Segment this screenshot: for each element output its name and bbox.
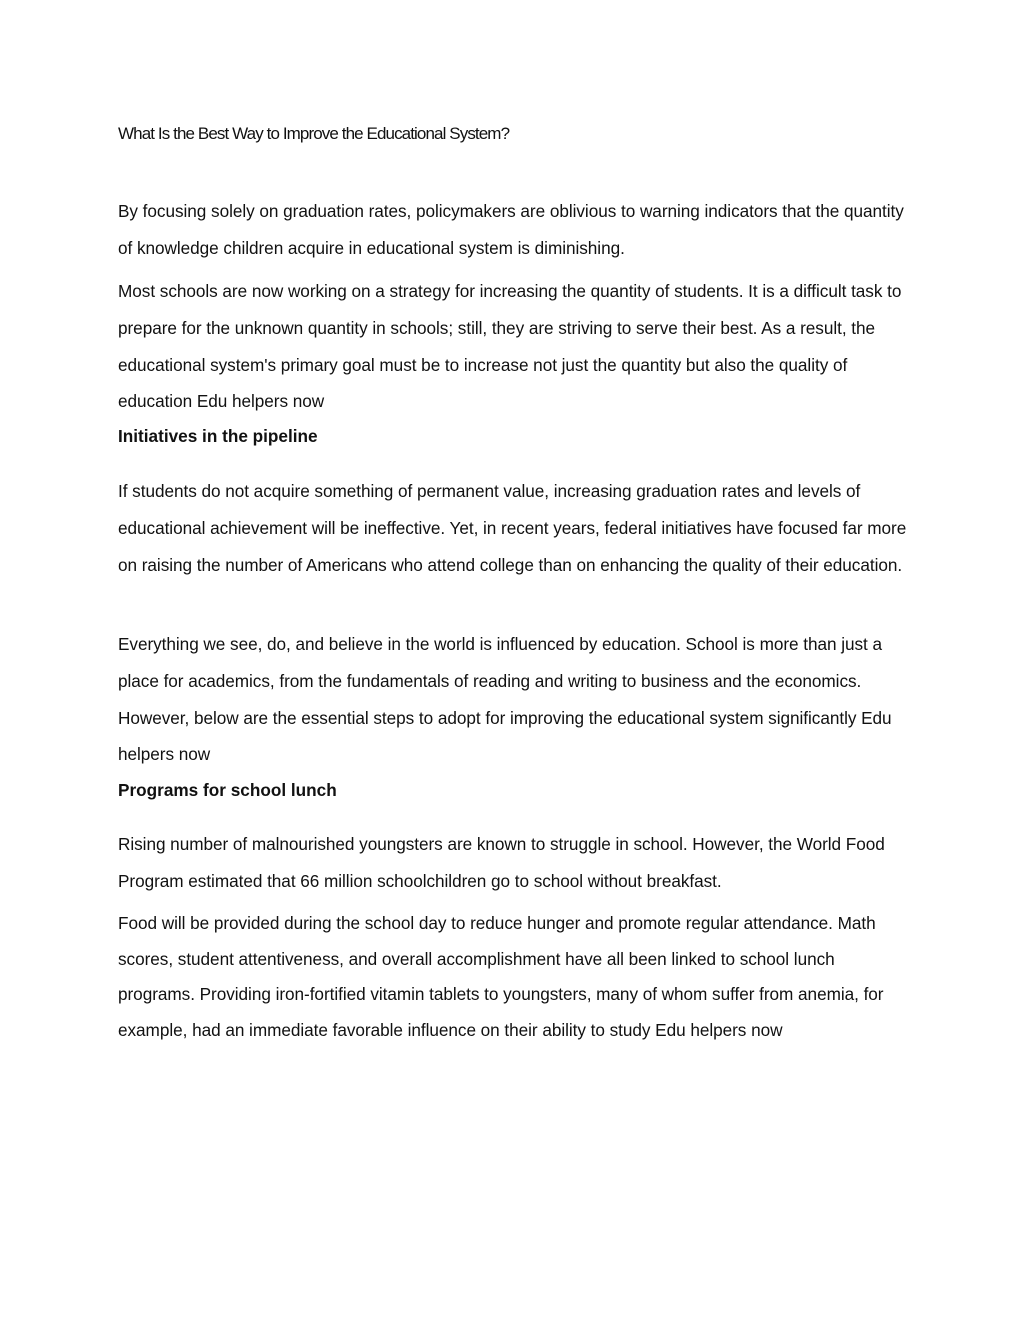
- paragraph-education-influence: Everything we see, do, and believe in the world is influenced by education. School is more than just a place for academics, from the fundamentals of reading and writing to business and the economics. However, below are the essential steps to adopt for improving the educational system significantly Edu helpers now: [118, 634, 892, 765]
- paragraph-permanent-value: If students do not acquire something of permanent value, increasing graduation rates and levels of educational achievement will be ineffective. Yet, in recent years, federal initiatives have focused far more on raising the number of Americans who attend college than on enhancing the quality of their education.: [118, 481, 907, 575]
- paragraph-food-provided: Food will be provided during the school day to reduce hunger and promote regular attendance. Math scores, student attentiveness, and overall accomplishment have all been linked to school lunch programs. Providing iron-fortified vitamin tablets to youngsters, many of whom suffer from anemia, for example, had an immediate favorable influence on their ability to study Edu helpers now: [118, 913, 884, 1040]
- paragraph-graduation-rates: By focusing solely on graduation rates, policymakers are oblivious to warning indicators that the quantity of knowledge children acquire in educational system is diminishing.: [118, 201, 904, 258]
- document-title: What Is the Best Way to Improve the Educational System?: [118, 124, 510, 143]
- paragraph-malnourished: Rising number of malnourished youngsters are known to struggle in school. However, the World Food Program estimated that 66 million schoolchildren go to school without breakfast.: [118, 834, 885, 891]
- heading-school-lunch: Programs for school lunch: [118, 780, 337, 800]
- heading-initiatives: Initiatives in the pipeline: [118, 426, 318, 446]
- paragraph-schools-strategy: Most schools are now working on a strategy for increasing the quantity of students. It is a difficult task to prepare for the unknown quantity in schools; still, they are striving to serve their best. As a result, the educational system's primary goal must be to increase not just the quantity but also the quality of education Edu helpers now: [118, 281, 902, 412]
